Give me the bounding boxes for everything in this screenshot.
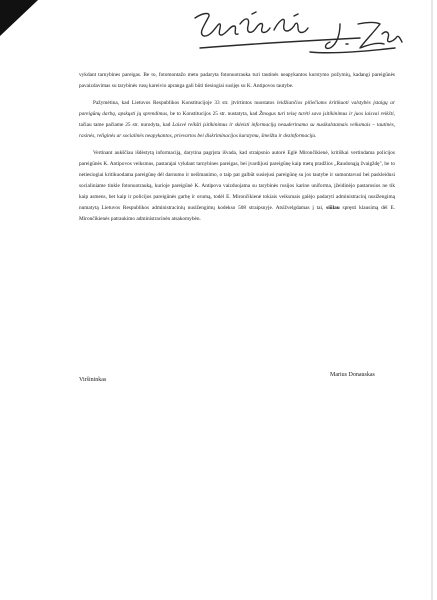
paragraph-2-text-a: Pažymėtina, kad Lietuvos Respublikos Konstitucijoje 33 str. įtvirtintos nuostatos (93, 100, 277, 106)
paragraph-2 (79, 98, 395, 142)
paragraph-1-text: vykdant tarnybines pareigas. Be to, fotomontažo metu padaryta fotonuotrauka turi tautinės neapykantos kurstymo požymių, kadangi pareigūnės pavaizdavimas su tarybinės rusų kareivio apranga gali būti tiesiogiai susijęs su K. Antipovos tautybe. (79, 72, 395, 89)
paragraph-2-italic-c: Laisvė reikšti įsitikinimus ir skleisti informaciją nesuderinama su nusikalstamais veiksmais – tautinės, rasinės, religinės ar socialinės neapykantos, prievartos bei diskriminacijos kurstymu, šmeižtu ir dezinformacija (79, 122, 395, 139)
paragraph-2-italic-a: leidžiančios piliečiams kritikuoti valstybės įstaigų ar pareigūnų darbą, apskųsti jų sprendimus (79, 100, 396, 117)
paragraph-2-text-d: . (315, 133, 317, 139)
handwritten-signature-stamp (190, 4, 405, 64)
paragraph-2-italic-b: Žmogus turi teisę turėti savo įsitikinimus ir juos laisvai reikšti (259, 111, 394, 117)
paragraph-2-text-b: , be to Konstitucijos 25 str. nustatyta, kad (167, 111, 260, 117)
paragraph-3-text-a: Vertinant aukščiau išdėstytą informaciją, darytina pagrįsta išvada, kad straipsnio autorė Eglė Mirončikienė, kritiškai vertindama policijos pareigūnės K. Antipovos veiksmus, pastarajai vykdant tarnybines pareigas, bei įvardijusi pareigūnę kaip metų pradžios „Raudonąją žvaigždę", be to netiesiogiai kritikuodama pareigūnę dėl darnumo ir neišmanimo, o taip pat galbūt susiejusi pareigūnę su jos tautybe ir sumontavusi bei paskleidusi socialiniame tinkle fotonuotrauką, kurioje pareigūnė K. Antipova vaizduojama su tarybinės rusijos karine uniforma, įžeidinėjo pastarosios ne tik kaip asmens, bet kaip ir policijos pareigūnės garbę ir orumą, todėl E. Mirončikienė tokiais veiksmais galėjo padaryti administracinį nusižengimą numatytą Lietuvos Respublikos administracinių nusižengimų kodekso 508 straipsnyje. Atsižvelgdamas į tai, (79, 150, 395, 211)
paragraph-1 (79, 70, 395, 92)
signature-title: Viršininkas (79, 377, 107, 383)
letter-body (79, 70, 395, 231)
paragraph-3-bold: siūlau (326, 205, 340, 211)
paragraph-3 (79, 148, 395, 225)
paragraph-2-text-c: , tačiau tame pačiame 25 str. nurodyta, kad (79, 111, 395, 128)
paragraph-3-text-b: spręsti klausimą dėl E. Mirončikienės patraukimo administracinėn atsakomybėn. (79, 205, 396, 222)
signature-name: Marius Donauskas (330, 372, 375, 378)
folded-corner-mark (0, 0, 60, 40)
